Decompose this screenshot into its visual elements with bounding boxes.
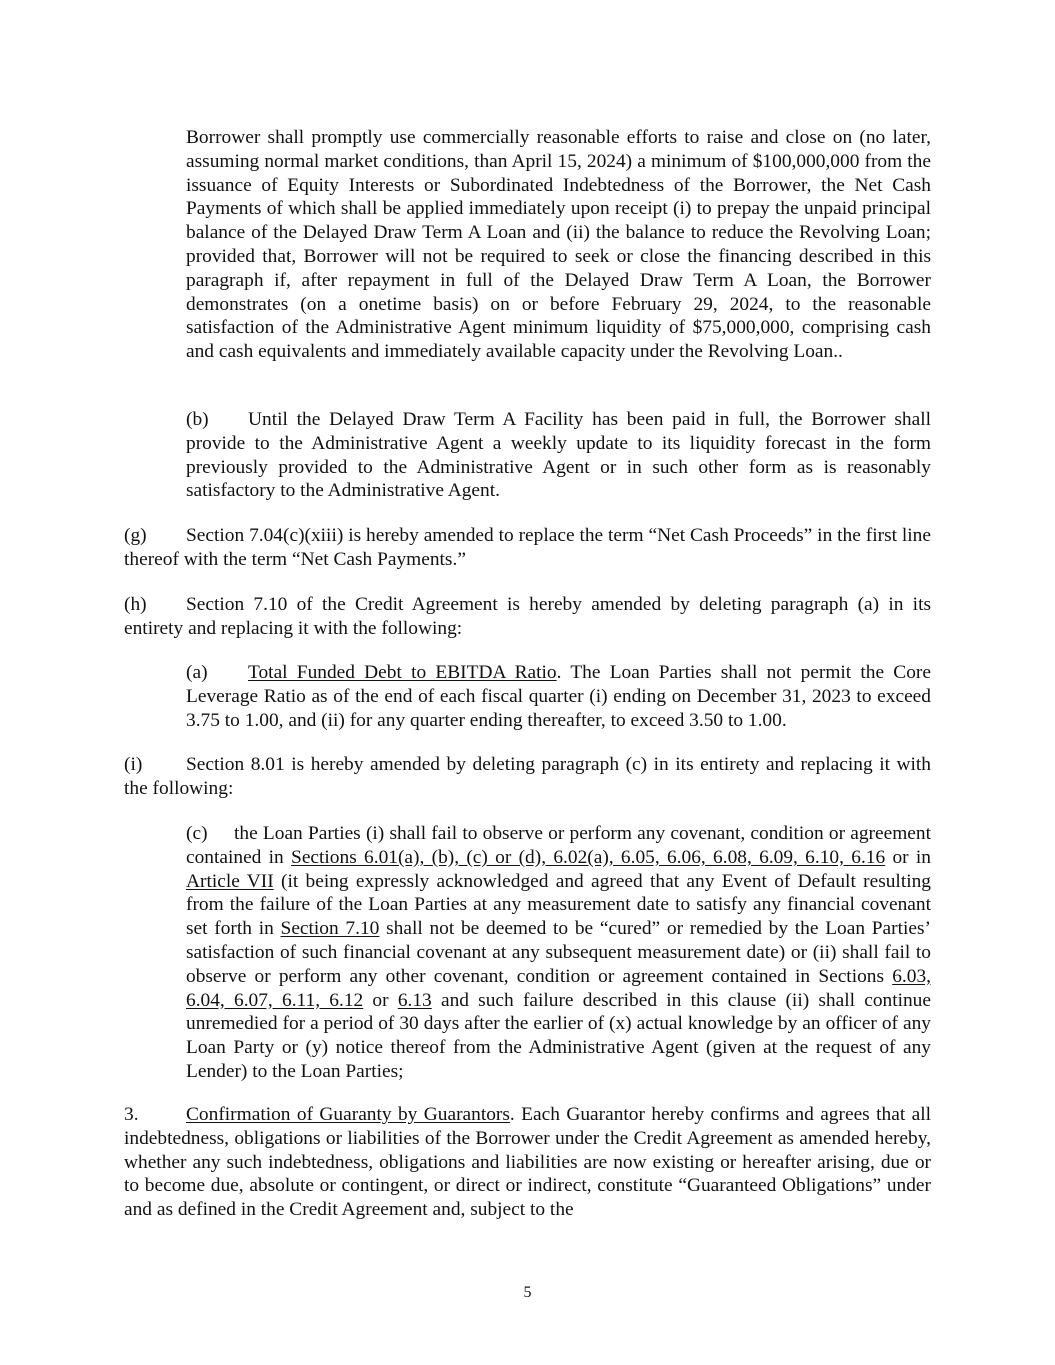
paragraph-b-liquidity-forecast: [186, 408, 931, 503]
paragraph-g-section-7-04: [124, 524, 931, 572]
paragraph-i-section-8-01: [124, 753, 931, 801]
clause-text: Section 7.10 of the Credit Agreement is hereby amended by deleting paragraph (a) in its entirety and replacing it with the following:: [124, 594, 931, 639]
clause-text-1: the Loan Parties (i) shall fail to observe or perform any covenant, condition or agreement contained in: [186, 823, 931, 868]
paragraph-3-confirmation-of-guaranty: [124, 1103, 931, 1222]
paragraph-a-total-funded-debt: [186, 661, 931, 732]
section-reference-link: Section 7.10: [280, 918, 380, 940]
clause-heading: Total Funded Debt to EBITDA Ratio: [248, 662, 557, 683]
clause-label: (g): [124, 525, 147, 546]
section-heading: Confirmation of Guaranty by Guarantors: [186, 1104, 510, 1125]
section-reference-link: 6.03, 6.04, 6.07, 6.11, 6.12: [186, 965, 931, 1011]
paragraph-h-section-7-10: [124, 593, 931, 641]
section-text: . Each Guarantor hereby confirms and agrees that all indebtedness, obligations or liabilities of the Borrower under the Credit Agreement as amended hereby, whether any such indebtedness, obligations and liabilities are now existing or hereafter arising, due or to become due, absolute or contingent, or direct or indirect, constitute “Guaranteed Obligations” under and as defined in the Credit Agreement and, subject to the: [124, 1104, 931, 1221]
section-reference-link: Sections 6.01(a), (b), (c) or (d), 6.02(a), 6.05, 6.06, 6.08, 6.09, 6.10, 6.16: [291, 846, 886, 868]
clause-text: . The Loan Parties shall not permit the Core Leverage Ratio as of the end of each fiscal quarter (i) ending on December 31, 2023 to exceed 3.75 to 1.00, and (ii) for any quarter ending thereafter, to exceed 3.50 to 1.00.: [186, 662, 931, 731]
article-reference-link: Article VII: [186, 870, 274, 892]
clause-text: Section 7.04(c)(xiii) is hereby amended to replace the term “Net Cash Proceeds” in the first line thereof with the term “Net Cash Payments.”: [124, 525, 931, 570]
clause-text: Section 8.01 is hereby amended by deleting paragraph (c) in its entirety and replacing it with the following:: [124, 754, 931, 799]
paragraph-liquidity-raise: Borrower shall promptly use commercially reasonable efforts to raise and close on (no later, assuming normal market conditions, than April 15, 2024) a minimum of $100,000,000 from the issuance of Equity Interests or Subordinated Indebtedness of the Borrower, the Net Cash Payments of which shall be applied immediately upon receipt (i) to prepay the unpaid principal balance of the Delayed Draw Term A Loan and (ii) the balance to reduce the Revolving Loan; provided that, Borrower will not be required to seek or close the financing described in this paragraph if, after repayment in full of the Delayed Draw Term A Loan, the Borrower demonstrates (on a onetime basis) on or before February 29, 2024, to the reasonable satisfaction of the Administrative Agent minimum liquidity of $75,000,000, comprising cash and cash equivalents and immediately available capacity under the Revolving Loan..: [186, 127, 931, 363]
clause-text-5: or: [363, 989, 398, 1011]
page-number: 5: [523, 1284, 532, 1301]
clause-text-4: shall not be deemed to be “cured” or remedied by the Loan Parties’ satisfaction of such financial covenant at any subsequent measurement date) or (ii) shall fail to observe or perform any other covenant, condition or agreement contained in Sections: [186, 918, 932, 987]
section-reference-link: 6.13: [397, 989, 432, 1011]
clause-text-3: (it being expressly acknowledged and agreed that any Event of Default resulting from the failure of the Loan Parties at any measurement date to satisfy any financial covenant set forth in: [186, 870, 931, 940]
clause-label: (a): [186, 662, 208, 683]
paragraph-c-events-of-default: [186, 822, 931, 1084]
clause-label: (b): [186, 409, 209, 430]
clause-text-6: and such failure described in this clause (ii) shall continue unremedied for a period of 30 days after the earlier of (x) actual knowledge by an officer of any Loan Party or (y) notice thereof from the Administrative Agent (given at the request of any Lender) to the Loan Parties;: [186, 989, 931, 1082]
clause-text-2: or in: [885, 846, 931, 868]
clause-text: Until the Delayed Draw Term A Facility has been paid in full, the Borrower shall provide to the Administrative Agent a weekly update to its liquidity forecast in the form previously provided to the Administrative Agent or in such other form as is reasonably satisfactory to the Administrative Agent.: [186, 409, 931, 502]
clause-label: (i): [124, 754, 143, 775]
clause-label: (c): [186, 823, 208, 844]
clause-label: (h): [124, 594, 147, 615]
section-number: 3.: [124, 1104, 139, 1125]
